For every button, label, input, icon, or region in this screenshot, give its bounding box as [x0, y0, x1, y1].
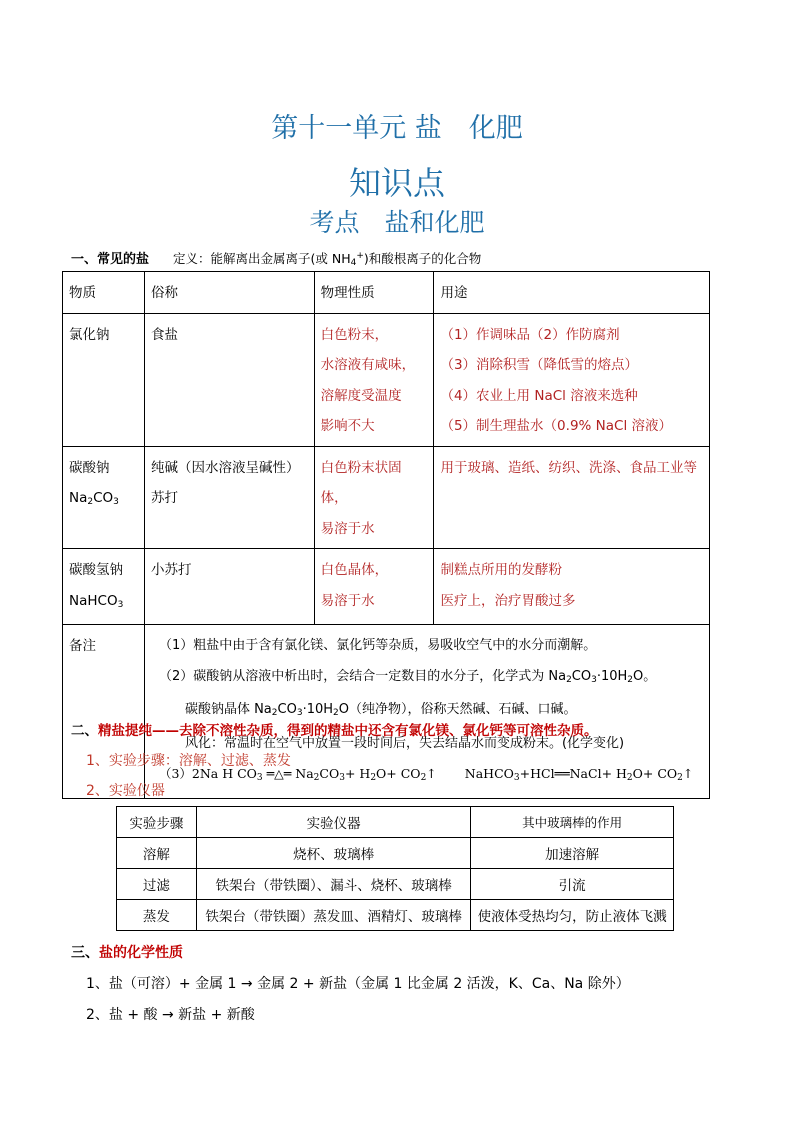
nacl-use-3: （4）农业上用 NaCl 溶液来选种	[440, 387, 638, 404]
header-substance: 物质	[63, 272, 145, 314]
note-weathering: 风化：常温时在空气中放置一段时间后，失去结晶水而变成粉末。(化学变化)	[184, 735, 625, 751]
definition-sup: +	[356, 251, 364, 261]
row-dissolve-instruments: 烧杯、玻璃棒	[196, 838, 470, 869]
section3-number: 三、	[71, 945, 99, 961]
property-2: 2、盐 + 酸 → 新盐 + 新酸	[86, 1007, 255, 1023]
notes-content	[144, 625, 709, 799]
section1-heading: 一、常见的盐	[71, 252, 150, 267]
table-row-nacl	[63, 313, 710, 446]
definition-post: )和酸根离子的化合物	[363, 251, 482, 266]
nahco3-physical	[314, 549, 434, 625]
nacl-uses	[434, 313, 710, 446]
section2-number: 二、	[71, 723, 98, 739]
knowledge-title: 知识点	[348, 164, 445, 202]
na2co3-physical	[314, 446, 434, 549]
header-physical-properties: 物理性质	[314, 272, 434, 314]
row-evaporate-instruments: 铁架台（带铁圈）蒸发皿、酒精灯、玻璃棒	[196, 900, 470, 931]
header-step: 实验步骤	[117, 807, 197, 838]
nacl-use-2: （3）消除积雪（降低雪的熔点）	[440, 357, 639, 373]
section3-text: 盐的化学性质	[99, 945, 183, 961]
na2co3-common-1: 纯碱（因水溶液呈碱性）	[150, 459, 300, 476]
section3-heading	[71, 942, 183, 962]
table-row	[117, 838, 674, 869]
notes-label: 备注	[63, 625, 145, 799]
na2co3-name	[63, 446, 145, 549]
section2-text: 精盐提纯——去除不溶性杂质，得到的精盐中还含有氯化镁、氯化钙等可溶性杂质。	[98, 723, 598, 739]
na2co3-physical-2: 易溶于水	[320, 520, 375, 537]
header-common-name: 俗称	[144, 272, 314, 314]
row-filter-role: 引流	[471, 869, 674, 900]
row-dissolve-role: 加速溶解	[471, 838, 674, 869]
table-header-row	[63, 272, 710, 314]
nacl-use-1: （1）作调味品（2）作防腐剂	[440, 326, 620, 343]
note-equations: （3）2Na H $CO_3$ ═△═ $Na_2CO_3+ H_2O+$ $CO_2↑$ NaHCO$_3$+HCl══NaCl+ $H_2O+$ $CO_2↑$	[158, 766, 694, 783]
table-row-nahco3	[63, 549, 710, 625]
salt-definition	[173, 251, 481, 266]
nacl-physical-2: 水溶液有咸味，	[320, 357, 416, 373]
section2-heading	[71, 719, 598, 739]
nacl-physical-1: 白色粉末，	[320, 326, 389, 343]
nacl-physical	[314, 313, 434, 446]
header-rod-role: 其中玻璃棒的作用	[471, 807, 674, 838]
note-3: 碳酸钠晶体 $Na_2CO_3\cdot 10H_2O$（纯净物），俗称天然碱、石碱、口碱。	[184, 702, 577, 718]
nahco3-use-1: 制糕点所用的发酵粉	[440, 562, 562, 578]
nahco3-physical-1: 白色晶体，	[320, 562, 389, 578]
nacl-use-4: （5）制生理盐水（0.9% NaCl 溶液）	[440, 418, 672, 434]
na2co3-common	[144, 446, 314, 549]
topic-title: 考点 盐和化肥	[309, 208, 485, 237]
na2co3-chinese-name: 碳酸钠	[69, 459, 110, 476]
nahco3-use-2: 医疗上，治疗胃酸过多	[440, 592, 576, 609]
header-instruments: 实验仪器	[196, 807, 470, 838]
nacl-common: 食盐	[144, 313, 314, 446]
unit-title: 第十一单元 盐 化肥	[271, 113, 523, 144]
row-filter-step: 过滤	[117, 869, 197, 900]
nahco3-physical-2: 易溶于水	[320, 592, 375, 609]
note-1: （1）粗盐中由于含有氯化镁、氯化钙等杂质，易吸收空气中的水分而潮解。	[158, 638, 597, 653]
experiment-steps: 1、实验步骤：溶解、过滤、蒸发	[86, 753, 291, 769]
nahco3-chinese-name: 碳酸氢钠	[69, 562, 123, 578]
na2co3-physical-1: 白色粉末状固体，	[320, 459, 402, 506]
row-dissolve-step: 溶解	[117, 838, 197, 869]
definition-sub: 4	[350, 258, 357, 268]
na2co3-formula: $Na_2CO_3$	[69, 490, 119, 507]
section1-heading-line	[71, 248, 481, 268]
property-1: 1、盐（可溶）+ 金属 1 → 金属 2 + 新盐（金属 1 比金属 2 活泼，K、Ca、Na 除外）	[86, 976, 630, 992]
row-evaporate-step: 蒸发	[117, 900, 197, 931]
instruments-table	[116, 806, 674, 931]
definition-pre: 定义：能解离出金属离子(或 NH	[173, 251, 351, 266]
table-row-na2co3	[63, 446, 710, 549]
table-row-notes	[63, 625, 710, 799]
nacl-name: 氯化钠	[63, 313, 145, 446]
nacl-physical-4: 影响不大	[320, 418, 375, 434]
nahco3-name	[63, 549, 145, 625]
row-evaporate-role: 使液体受热均匀，防止液体飞溅	[471, 900, 674, 931]
row-filter-instruments: 铁架台（带铁圈）、漏斗、烧杯、玻璃棒	[196, 869, 470, 900]
nacl-physical-3: 溶解度受温度	[320, 387, 402, 404]
table-header-row	[117, 807, 674, 838]
na2co3-uses: 用于玻璃、造纸、纺织、洗涤、食品工业等	[434, 446, 710, 549]
nahco3-common: 小苏打	[144, 549, 314, 625]
nahco3-uses	[434, 549, 710, 625]
na2co3-common-2: 苏打	[150, 490, 178, 506]
nahco3-formula: NaHCO$_3$	[69, 592, 124, 610]
experiment-instruments-label: 2、实验仪器	[86, 783, 165, 799]
table-row	[117, 900, 674, 931]
table-row	[117, 869, 674, 900]
note-2: （2）碳酸钠从溶液中析出时，会结合一定数目的水分子，化学式为 $Na_2CO_3\cdot 10H_2O$。	[158, 668, 657, 685]
header-uses: 用途	[434, 272, 710, 314]
